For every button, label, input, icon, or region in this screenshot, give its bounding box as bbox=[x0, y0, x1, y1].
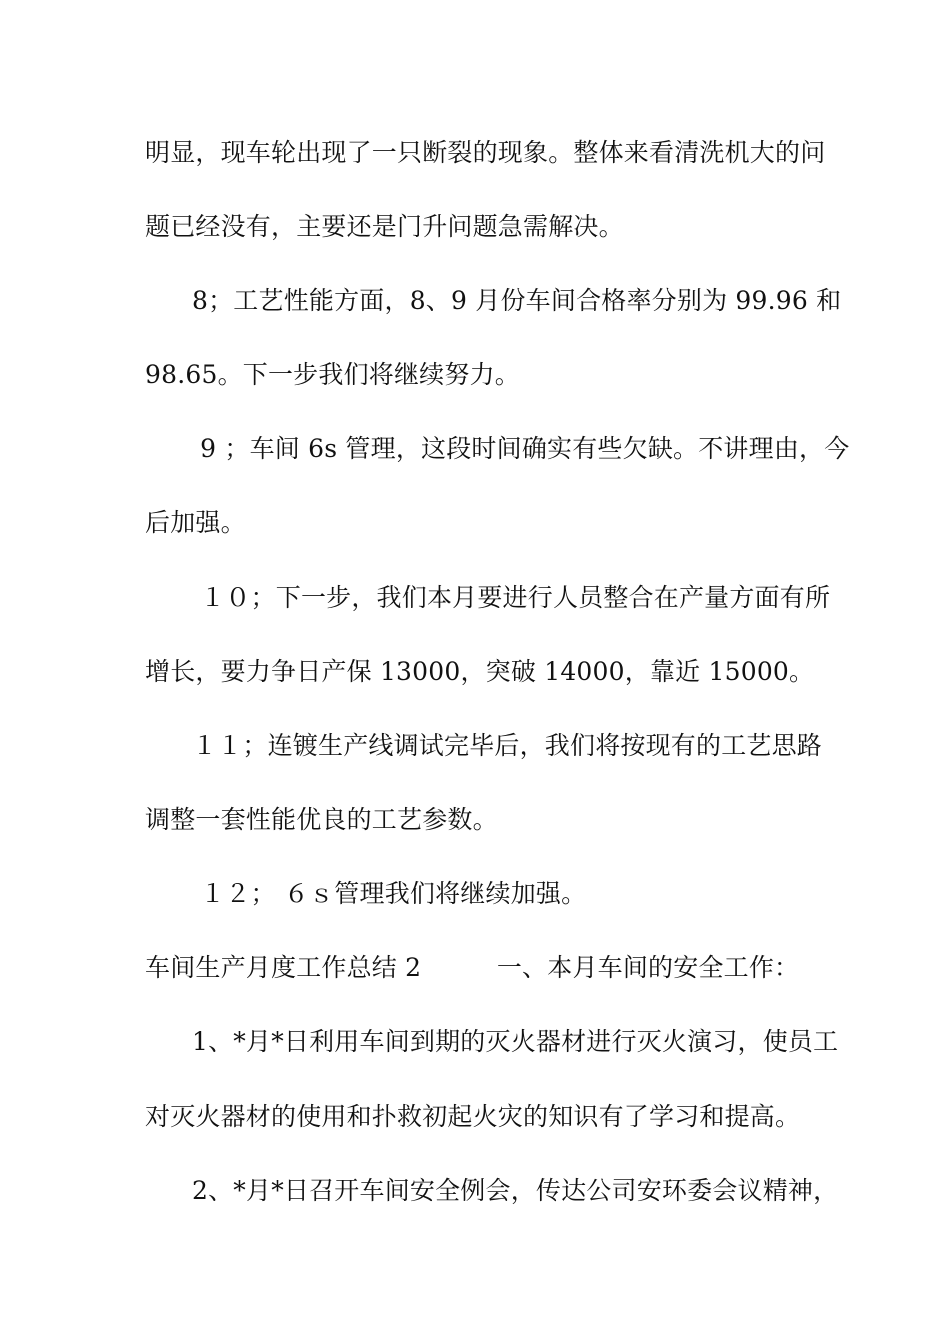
paragraph-line: 增长，要力争日产保 13000，突破 14000，靠近 15000。 bbox=[145, 657, 815, 686]
paragraph-line: 98.65。下一步我们将继续努力。 bbox=[145, 360, 520, 389]
paragraph-line: １２； ６ｓ管理我们将继续加强。 bbox=[192, 879, 587, 908]
paragraph-line: 题已经没有，主要还是门升问题急需解决。 bbox=[145, 212, 624, 241]
paragraph-line: 调整一套性能优良的工艺参数。 bbox=[145, 805, 498, 834]
paragraph-line: 9 ；车间 6s 管理，这段时间确实有些欠缺。不讲理由，今 bbox=[192, 434, 850, 463]
paragraph-line: 对灭火器材的使用和扑救初起火灾的知识有了学习和提高。 bbox=[145, 1102, 801, 1131]
section-heading-line: 车间生产月度工作总结 2 一、本月车间的安全工作： bbox=[145, 953, 800, 982]
paragraph-line: 2、*月*日召开车间安全例会，传达公司安环委会议精神， bbox=[192, 1176, 839, 1205]
paragraph-line: 明显，现车轮出现了一只断裂的现象。整体来看清洗机大的问 bbox=[145, 138, 826, 167]
paragraph-line: １０；下一步，我们本月要进行人员整合在产量方面有所 bbox=[192, 583, 831, 612]
paragraph-line: 8；工艺性能方面，8、9 月份车间合格率分别为 99.96 和 bbox=[192, 286, 842, 315]
paragraph-line: 1、*月*日利用车间到期的灭火器材进行灭火演习，使员工 bbox=[192, 1027, 839, 1056]
paragraph-line: １１；连镀生产线调试完毕后，我们将按现有的工艺思路 bbox=[192, 731, 823, 760]
paragraph-line: 后加强。 bbox=[145, 508, 246, 537]
